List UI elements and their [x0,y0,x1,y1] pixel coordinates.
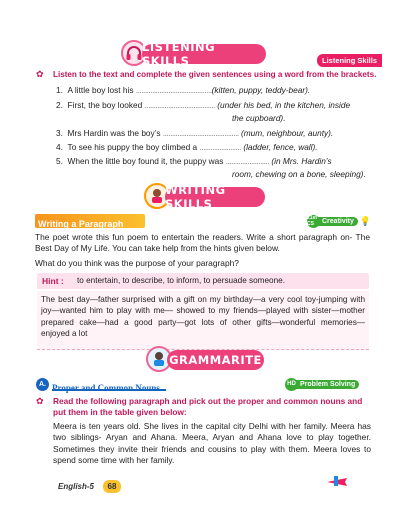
answer-text: The best day—father surprised with a gift on my birthday—a very cool toy-jumping with joy—wanted him to play with me— showed to my friends—played with sister—mother prepared cake—had a good party—got lots of other gifts—wonderful memories— enjoyed a lot [41,295,365,339]
answer-area[interactable] [37,291,369,350]
listening-skills-tag: Listening Skills [317,54,382,67]
problem-solving-badge: HD Problem Solving [285,378,359,390]
list-item-continuation: the cupboard). [232,113,286,123]
footer-book-label: English-5 [58,482,95,491]
girl-writing-icon [149,188,165,204]
headphones-icon [125,45,143,61]
writing-prompt: The poet wrote this fun poem to entertain the readers. Write a short paragraph on- The Best Day of My Life. You can take help from the hints given below. [35,232,370,254]
writing-paragraph-heading: Writing a Paragraph [35,214,145,228]
section-letter-badge: A. [36,378,49,391]
creativity-badge: 21st CS Creativity 💡 [307,215,372,227]
grammar-paragraph: Meera is ten years old. She lives in the capital city Delhi with her family. Meera has two siblings- Aryan and Ahana. Meera, Aryan and Ahana love to play together. Sometimes they invite their friends and cousins to play with them. Meera loves to spend some time with her family. [53,421,371,466]
list-item: 3. Mrs Hardin was the boy’s .......................................... (mum, neighbour, aunty). [56,128,334,138]
list-item: 4. To see his puppy the boy climbed a ....................... (ladder, fence, wall). [56,142,318,152]
hint-box: Hint : to entertain, to describe, to inform, to persuade someone. [37,273,369,289]
lightbulb-icon: 💡 [359,215,372,226]
proper-common-nouns-heading: Proper and Common Nouns [52,378,166,391]
listening-skills-banner: LISTENING SKILLS [142,44,266,64]
boy-reading-icon [151,351,167,367]
listening-instruction: Listen to the text and complete the given sentences using a word from the brackets. [53,70,377,79]
instruction-bullet-icon: ✿ [36,69,44,79]
list-item: 5. When the little boy found it, the puppy was ........................ (in Mrs. Hardin’s [56,156,332,166]
list-item: 2. First, the boy looked ....................................... (under his bed, in the kitchen, inside [56,100,351,110]
grammarite-banner: GRAMMARITE [167,350,264,370]
list-item-continuation: room, chewing on a bone, sleeping). [232,169,366,179]
grammar-instruction: Read the following paragraph and pick out the proper and common nouns and put them in the table given below: [53,396,363,417]
page-number: 68 [103,480,121,493]
instruction-bullet-icon: ✿ [36,396,44,406]
writing-skills-banner: WRITING SKILLS [165,187,265,207]
writing-question: What do you think was the purpose of your paragraph? [35,258,239,268]
airplane-icon [326,474,348,488]
list-item: 1. A little boy lost his ..........................................(kitten, puppy, teddy-bear). [56,85,311,95]
